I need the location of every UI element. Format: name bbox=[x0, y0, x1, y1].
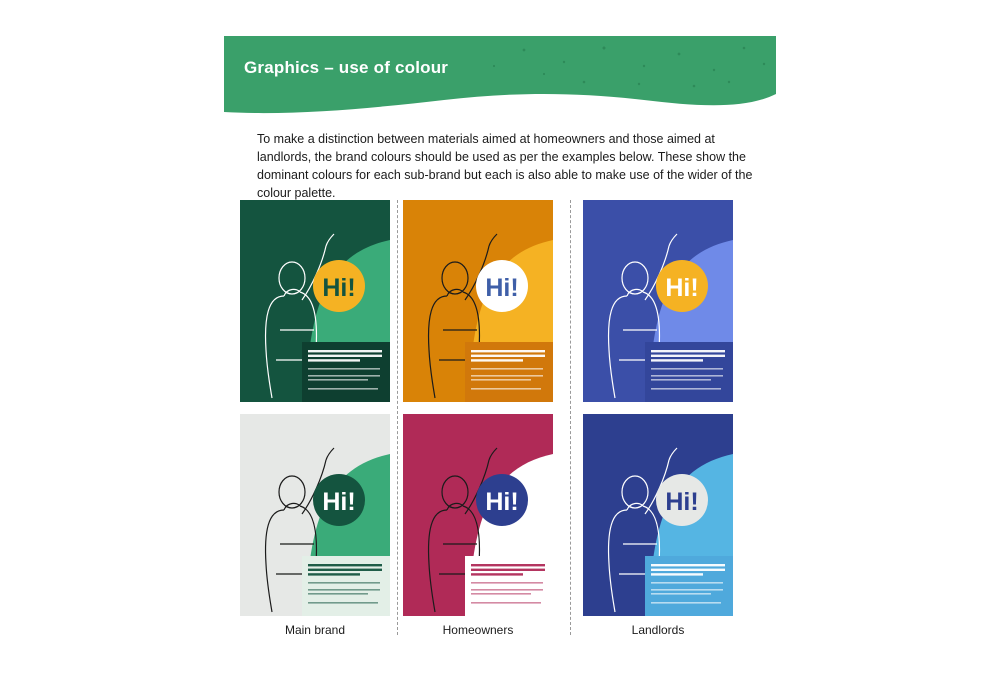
caption-main-brand: Main brand bbox=[284, 623, 346, 637]
caption-homeowners: Homeowners bbox=[442, 623, 514, 637]
poster-main-brand-light bbox=[240, 414, 390, 616]
poster-main-brand-dark bbox=[240, 200, 390, 402]
svg-text:Hi!: Hi! bbox=[665, 488, 699, 516]
svg-text:Hi!: Hi! bbox=[322, 488, 356, 516]
poster-grid bbox=[240, 200, 760, 650]
column-divider-2 bbox=[570, 200, 571, 635]
poster-column-homeowners bbox=[403, 200, 553, 628]
poster-landlords-light-blue bbox=[583, 414, 733, 616]
banner-shape bbox=[224, 36, 776, 122]
poster-homeowners-magenta bbox=[403, 414, 553, 616]
poster-hi-text: Hi! bbox=[322, 274, 356, 302]
column-divider-1 bbox=[397, 200, 398, 635]
caption-landlords: Landlords bbox=[631, 623, 685, 637]
poster-column-landlords bbox=[583, 200, 733, 628]
poster-column-main-brand bbox=[240, 200, 390, 628]
page-banner bbox=[224, 36, 776, 116]
intro-paragraph: To make a distinction between materials aimed at homeowners and those aimed at landlords, the brand colours should be used as per the examples below. These show the dominant colours for each sub-brand but each is also able to make use of the wider of the colour palette. bbox=[257, 132, 753, 201]
poster-homeowners-orange bbox=[403, 200, 553, 402]
svg-text:Hi!: Hi! bbox=[485, 274, 519, 302]
page-title: Graphics – use of colour bbox=[244, 58, 449, 77]
svg-text:Hi!: Hi! bbox=[665, 274, 699, 302]
poster-landlords-blue bbox=[583, 200, 733, 402]
svg-text:Hi!: Hi! bbox=[485, 488, 519, 516]
